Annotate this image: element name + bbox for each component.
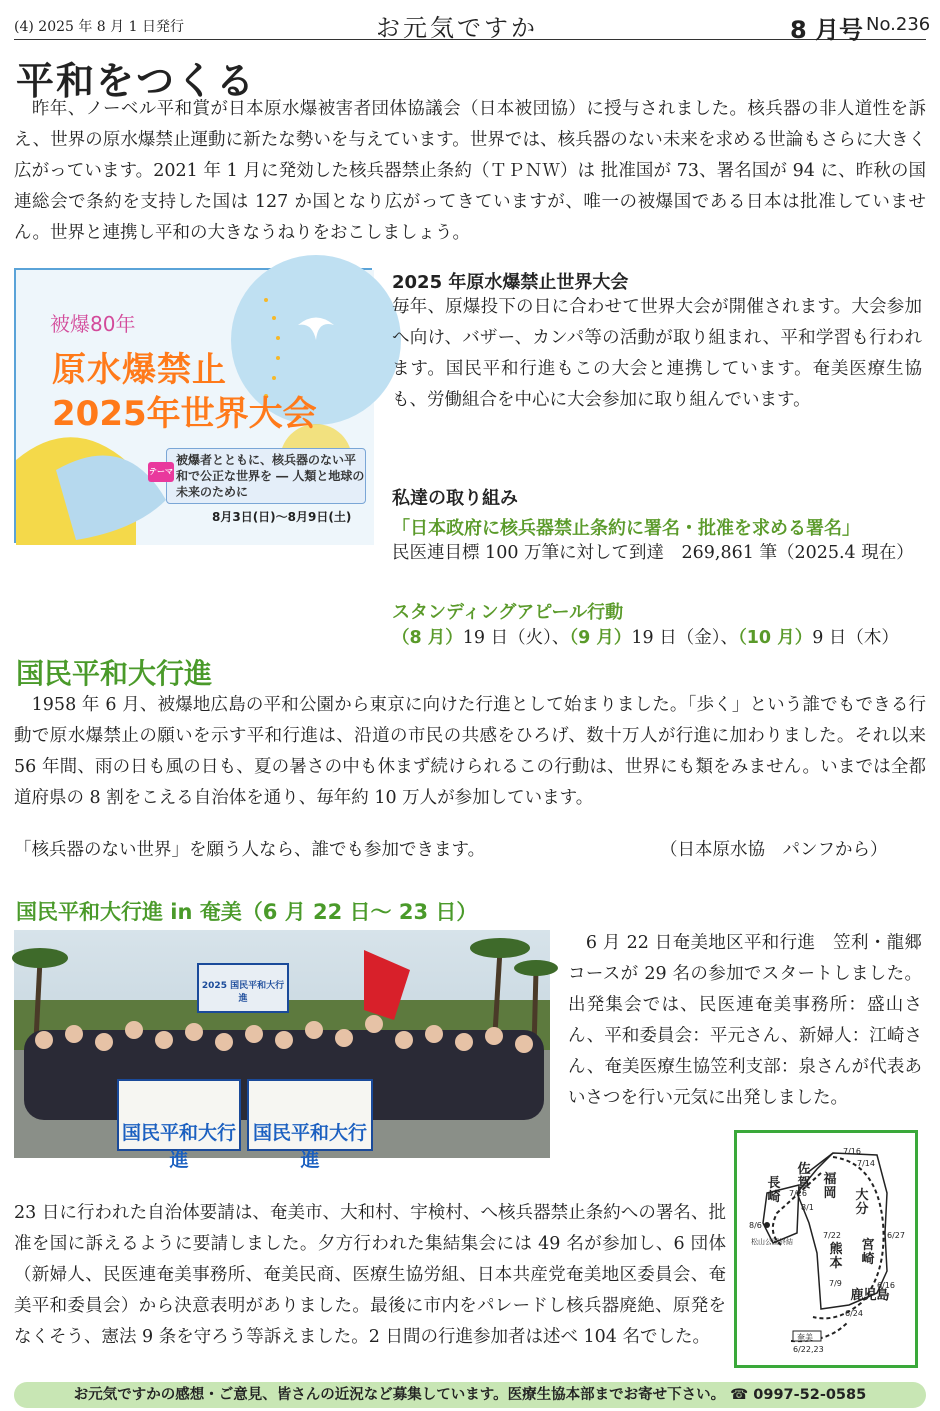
map-date: 6/16 (877, 1281, 895, 1290)
amami-right-text: 6 月 22 日奄美地区平和行進 笠利・龍郷コースが 29 名の参加でスタートしました。出発集会では、民医連奄美事務所：盛山さん、平和委員会：平元さん、新婦人：江崎さん、奄美医療生協笠利支部：泉さんが代表あいさつを行い元気に出発しました。 (568, 933, 922, 1108)
map-date: 8/6 (749, 1221, 762, 1230)
route-map-graphic (737, 1133, 915, 1365)
amami-bottom-text: 23 日に行われた自治体要請は、奄美市、大和村、宇検村、へ核兵器禁止条約への署名、批准を国に訴えるように要請しました。夕方行われた集結集会には 49 名が参加し、6 団体（新婦人、民医連奄美事務所、奄美民商、医療生協労組、日本共産党奄美地区委員会、奄美平和委員会）から決意表明がありました。最後に市内をパレードし核兵器廃絶、原発をなくそう、憲法 9 条を守ろう等訴えました。2 日間の行進参加者は述べ 104 名でした。 (14, 1203, 726, 1347)
standing-appeal-dates (392, 624, 899, 649)
world-conference-body: 毎年、原爆投下の日に合わせて世界大会が開催されます。大会参加へ向け、バザー、カンパ等の活動が取り組まれ、平和学習も行われます。国民平和行進もこの大会と連携しています。奄美医療生協も、労働組合を中心に大会参加に取り組んでいます。 (392, 297, 922, 410)
world-conference-poster (14, 268, 372, 543)
issue-month: 8 月号 (790, 16, 864, 44)
intro-paragraph: 昨年、ノーベル平和賞が日本原水爆被害者団体協議会（日本被団協）に授与されました。核兵器の非人道性を訴え、世界の原水爆禁止運動に新たな勢いを与えています。世界では、核兵器のない未来を求める世論もさらに大きく広がっています。2021 年 1 月に発効した核兵器禁止条約（ＴＰＮＷ）は 批准国が 73、署名国が 94 に、昨秋の国連総会で条約を支持した国は 127 か国となり広がってきていますが、唯一の被爆国である日本は批准していません。世界と連携し平和の大きなうねりをおこしましょう。 (14, 99, 926, 243)
map-date: 7/22 (823, 1231, 841, 1240)
march-source: （日本原水協 パンフから） (660, 840, 888, 860)
standing-day: 9 日（木） (812, 628, 899, 648)
map-date: 7/14 (857, 1159, 875, 1168)
our-actions-heading: 私達の取り組み (392, 488, 518, 509)
newsletter-name: お元気ですか (376, 14, 538, 42)
map-pref-oita: 大分 (855, 1188, 869, 1217)
page-title: 平和をつくる (16, 59, 257, 103)
petition-body: 民医連目標 100 万筆に対して到達 269,861 筆（2025.4 現在） (392, 543, 914, 563)
map-pref-kagoshima: 鹿児島 (850, 1288, 890, 1303)
standing-month: （10 月） (738, 628, 813, 648)
map-park-label: 松山公園終結 (751, 1238, 793, 1246)
photo-top-banner: 2025 国民平和大行進 (201, 981, 285, 1004)
petition-title: 「日本政府に核兵器禁止条約に署名・批准を求める署名」 (392, 518, 860, 539)
poster-title: 原水爆禁止 (52, 350, 227, 390)
march-body: 1958 年 6 月、被爆地広島の平和公園から東京に向けた行進として始まりました。「歩く」という誰でもできる行動で原水爆禁止の願いを示す平和行進は、沿道の市民の共感をひろげ、数十万人が行進に加わりました。それ以来 56 年間、雨の日も風の日も、夏の暑さの中も休まず続けられるこの行動は、世界にも類をみません。いまでは全都道府県の 8 割をこえる自治体を通り、毎年約 10 万人が参加しています。 (14, 695, 926, 808)
poster-dates: 8月3日(日)～8月9日(土) (212, 510, 352, 524)
map-amami-label: 奄美 (797, 1333, 813, 1342)
page-header (14, 8, 931, 44)
map-date: 6/24 (845, 1309, 863, 1318)
photo-banner-left: 国民平和大行進 (122, 1122, 237, 1171)
poster-theme: 被爆者とともに、核兵器のない平和で公正な世界を ― 人類と地球の未来のために (176, 453, 365, 499)
standing-day: 19 日（金）、 (631, 628, 738, 648)
map-date: 7/26 (789, 1189, 807, 1198)
map-pref-nagasaki: 長崎 (767, 1176, 781, 1205)
footer-banner: お元気ですかの感想・ご意見、皆さんの近況など募集しています。医療生協本部までお寄せ下さい。 ☎ 0997-52-0585 (14, 1382, 926, 1408)
poster-year-title: 2025年世界大会 (52, 394, 317, 434)
map-date: 6/27 (887, 1231, 905, 1240)
map-pref-saga: 佐賀 (797, 1162, 811, 1191)
standing-appeal-heading: スタンディングアピール行動 (392, 602, 624, 623)
march-heading: 国民平和大行進 (16, 657, 213, 690)
world-conference-heading: 2025 年原水爆禁止世界大会 (392, 272, 629, 293)
poster-theme-tag: テーマ (148, 462, 174, 482)
issue-number: No.236 (866, 14, 931, 35)
amami-march-heading: 国民平和大行進 in 奄美（6 月 22 日～ 23 日） (16, 900, 478, 924)
map-pref-miyazaki: 宮崎 (861, 1238, 875, 1267)
poster-80-years: 被爆80年 (50, 312, 136, 336)
map-date: 7/9 (829, 1279, 842, 1288)
march-group-photo (14, 930, 550, 1171)
march-route-map (734, 1130, 918, 1368)
issue-date: (4) 2025 年 8 月 1 日発行 (14, 19, 184, 35)
standing-month: （8 月） (392, 628, 463, 648)
photo-banner-right: 国民平和大行進 (252, 1122, 367, 1171)
map-date: 8/1 (801, 1203, 814, 1212)
standing-month: （9 月） (569, 628, 632, 648)
standing-day: 19 日（火）、 (462, 628, 570, 648)
march-quote: 「核兵器のない世界」を願う人なら、誰でも参加できます。 (14, 840, 486, 860)
map-pref-kumamoto: 熊本 (829, 1242, 843, 1271)
map-pref-fukuoka: 福岡 (823, 1172, 837, 1201)
map-date: 6/22,23 (793, 1345, 824, 1354)
map-date: 7/16 (843, 1147, 861, 1156)
